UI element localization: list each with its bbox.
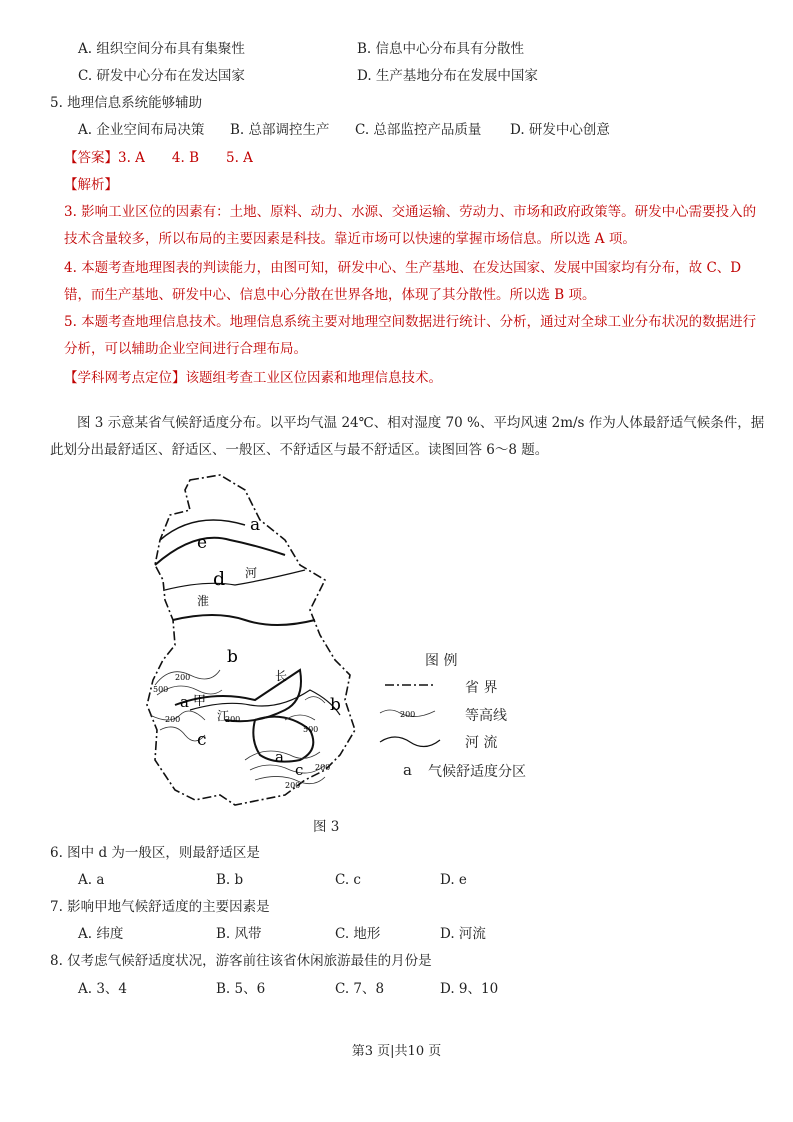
q5-option-c: C. 总部监控产品质量 bbox=[355, 122, 482, 138]
zone-label: c bbox=[197, 730, 207, 750]
map-svg bbox=[135, 470, 555, 810]
analysis-label: 【解析】 bbox=[64, 177, 118, 193]
q5-stem: 5. 地理信息系统能够辅助 bbox=[50, 95, 203, 111]
q6-option-d: D. e bbox=[440, 872, 467, 888]
q5-option-b: B. 总部调控生产 bbox=[230, 122, 330, 138]
contour-label: 200 bbox=[315, 763, 331, 772]
q7-option-c: C. 地形 bbox=[335, 926, 381, 942]
contour-label: 500 bbox=[153, 685, 169, 694]
zone-label: a bbox=[180, 693, 189, 711]
q8-option-b: B. 5、6 bbox=[216, 981, 266, 997]
legend-border: 省 界 bbox=[465, 680, 498, 696]
q7-option-d: D. 河流 bbox=[440, 926, 486, 942]
q6-option-b: B. b bbox=[216, 872, 244, 888]
contour-label: 200 bbox=[225, 715, 241, 724]
q4-option-c: C. 研发中心分布在发达国家 bbox=[78, 68, 245, 84]
legend-contour-value: 200 bbox=[400, 710, 416, 719]
q8-option-d: D. 9、10 bbox=[440, 981, 499, 997]
zone-label: b bbox=[227, 647, 238, 667]
legend-zone-letter: a bbox=[403, 761, 412, 779]
river-label: 长 bbox=[275, 669, 288, 683]
analysis-5: 5. 本题考查地理信息技术。地理信息系统主要对地理空间数据进行统计、分析，通过对全球工业分布状况的数据进行分析，可以辅助企业空间进行合理布局。 bbox=[64, 314, 757, 357]
answer-line: 【答案】3. A 4. B 5. A bbox=[64, 150, 253, 166]
zone-label: a bbox=[250, 515, 261, 535]
analysis-4: 4. 本题考查地理图表的判读能力，由图可知，研发中心、生产基地、在发达国家、发展中国家均有分布，故 C、D 错，而生产基地、研发中心、信息中心分散在世界各地，体现了其分散性。所以选 B 项。 bbox=[64, 260, 742, 303]
q6-option-a: A. a bbox=[78, 872, 105, 888]
q6-stem: 6. 图中 d 为一般区，则最舒适区是 bbox=[50, 845, 260, 861]
q8-option-a: A. 3、4 bbox=[78, 981, 128, 997]
contour-label: 500 bbox=[303, 725, 319, 734]
figure-intro: 图 3 示意某省气候舒适度分布。以平均气温 24℃、相对湿度 70 %、平均风速 2m/s 作为人体最舒适气候条件，据此划分出最舒适区、舒适区、一般区、不舒适区与最不舒适区。读图回答 6～8 题。 bbox=[50, 415, 765, 458]
contour-label: 200 bbox=[175, 673, 191, 682]
legend-title: 图 例 bbox=[425, 653, 458, 669]
q4-option-d: D. 生产基地分布在发展中国家 bbox=[357, 68, 538, 84]
river-huai bbox=[165, 570, 305, 590]
zone-label-jia: 甲 bbox=[193, 694, 207, 709]
q7-option-a: A. 纬度 bbox=[78, 926, 124, 942]
river-label: 河 bbox=[245, 566, 258, 580]
zone-label: a bbox=[275, 748, 284, 766]
knowledge-point: 【学科网考点定位】该题组考查工业区位因素和地理信息技术。 bbox=[64, 370, 442, 386]
river-label: 淮 bbox=[197, 594, 210, 608]
q4-option-a: A. 组织空间分布具有集聚性 bbox=[78, 41, 245, 57]
q6-option-c: C. c bbox=[335, 872, 361, 888]
q7-stem: 7. 影响甲地气候舒适度的主要因素是 bbox=[50, 899, 270, 915]
q4-option-b: B. 信息中心分布具有分散性 bbox=[357, 41, 525, 57]
zone-label: d bbox=[213, 568, 226, 590]
river-label: 江 bbox=[217, 709, 230, 723]
q8-option-c: C. 7、8 bbox=[335, 981, 385, 997]
q7-option-b: B. 风带 bbox=[216, 926, 262, 942]
zone-label: c bbox=[295, 761, 304, 779]
page-footer: 第3 页|共10 页 bbox=[351, 1044, 442, 1059]
zone-label: e bbox=[197, 533, 208, 553]
legend-river: 河 流 bbox=[465, 735, 498, 751]
analysis-3: 3. 影响工业区位的因素有：土地、原料、动力、水源、交通运输、劳动力、市场和政府政策等。研发中心需要投入的技术含量较多，所以布局的主要因素是科技。靠近市场可以快速的掌握市场信息。所以选 A 项。 bbox=[64, 204, 757, 247]
figure-3-map bbox=[135, 470, 555, 810]
q8-stem: 8. 仅考虑气候舒适度状况，游客前往该省休闲旅游最佳的月份是 bbox=[50, 953, 432, 969]
contour-label: 200 bbox=[285, 781, 301, 790]
q5-option-d: D. 研发中心创意 bbox=[510, 122, 610, 138]
zone-label: b bbox=[330, 695, 341, 715]
legend-contour: 等高线 bbox=[465, 708, 507, 724]
legend-zone: 气候舒适度分区 bbox=[428, 764, 526, 780]
q5-option-a: A. 企业空间布局决策 bbox=[78, 122, 205, 138]
figure-caption: 图 3 bbox=[313, 819, 340, 835]
contour-label: 200 bbox=[165, 715, 181, 724]
